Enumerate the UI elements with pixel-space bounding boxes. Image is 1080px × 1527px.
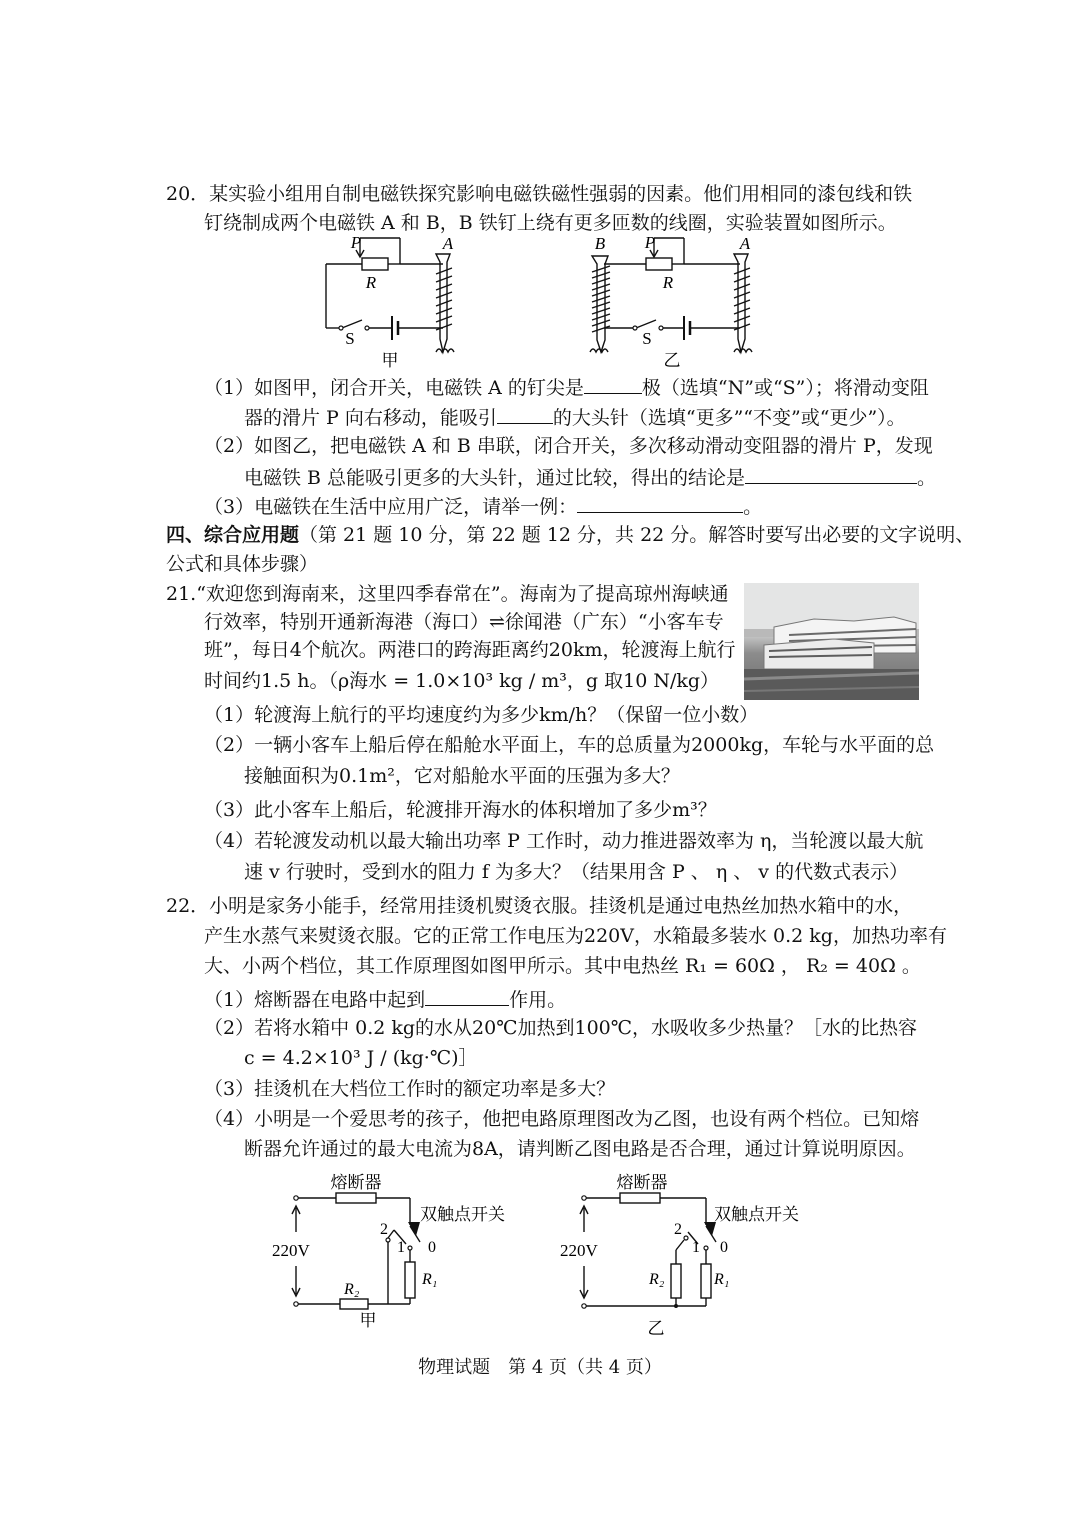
q22-sub2-line2: c = 4.2×10³ J / (kg·℃)］: [244, 1047, 478, 1069]
q20-figure-b: [584, 234, 764, 369]
section4-heading: 四、综合应用题（第 21 题 10 分，第 22 题 12 分，共 22 分。解答时要写出必要的文字说明、: [166, 524, 975, 546]
q22b-switch-label: 双触点开关: [714, 1205, 799, 1224]
fig-a-r-label: R: [365, 273, 377, 292]
q22-sub4-line1: （4）小明是一个爱思考的孩子，他把电路原理图改为乙图，也设有两个档位。已知熔: [204, 1108, 920, 1130]
q21-sub4-line2: 速 v 行驶时，受到水的阻力 f 为多大？（结果用含 P 、 η 、 v 的代数式表示）: [244, 861, 909, 883]
q22b-contact2: 2: [674, 1221, 682, 1238]
q22a-caption: 甲: [359, 1311, 377, 1330]
q22-sub2-line1: （2）若将水箱中 0.2 kg的水从20℃加热到100℃，水吸收多少热量？［水的比热容: [204, 1017, 918, 1039]
q21-line2: 行效率，特别开通新海港（海口）⇌徐闻港（广东）“小客车专: [204, 611, 724, 633]
fig-a-p-label: P: [350, 234, 362, 252]
q21-sub3: （3）此小客车上船后，轮渡排开海水的体积增加了多少m³？: [204, 799, 717, 821]
q20-sub3: （3）电磁铁在生活中应用广泛，请举一例： 。: [204, 492, 762, 520]
q22-line1: 22．小明是家务小能手，经常用挂烫机熨烫衣服。挂烫机是通过电热丝加热水箱中的水，: [166, 895, 913, 917]
answer-blank[interactable]: [425, 985, 509, 1006]
q22a-contact1: 1: [397, 1239, 405, 1256]
ferry-photo: [744, 583, 919, 700]
q22b-caption: 乙: [647, 1319, 665, 1338]
fig-a-s-label: S: [345, 329, 355, 348]
fig-b-caption: 乙: [663, 351, 681, 369]
q20-sub2-line2: 电磁铁 B 总能吸引更多的大头针，通过比较，得出的结论是 。: [244, 463, 936, 491]
q20-figure-a: [310, 234, 470, 369]
section4-title: 四、综合应用题: [166, 524, 300, 546]
q22a-contact2: 2: [380, 1221, 388, 1238]
q22-line2: 产生水蒸气来熨烫衣服。它的正常工作电压为220V，水箱最多装水 0.2 kg，加热功率有: [204, 925, 947, 947]
answer-blank[interactable]: [497, 403, 553, 424]
q22b-voltage-label: 220V: [560, 1241, 598, 1260]
q22b-r1-label: R₁: [714, 1271, 730, 1288]
q21-sub4-line1: （4）若轮渡发动机以最大输出功率 P 工作时，动力推进器效率为 η，当轮渡以最大航: [204, 830, 924, 852]
section4-desc2: 公式和具体步骤）: [166, 553, 319, 575]
q21-sub1: （1）轮渡海上航行的平均速度约为多少km/h？（保留一位小数）: [204, 704, 759, 726]
answer-blank[interactable]: [745, 463, 917, 484]
fig-b-s-label: S: [642, 329, 652, 348]
q21-sub2-line1: （2）一辆小客车上船后停在船舱水平面上，车的总质量为2000kg，车轮与水平面的总: [204, 734, 935, 756]
q22b-fuse-label: 熔断器: [616, 1173, 668, 1192]
fig-b-r-label: R: [662, 273, 674, 292]
fig-a-a-label: A: [442, 234, 454, 253]
q22-sub1: （1）熔断器在电路中起到 作用。: [204, 985, 566, 1013]
q22-circuit-a: [268, 1170, 538, 1330]
fig-b-p-label: P: [644, 234, 656, 252]
q21-line4: 时间约1.5 h。（ρ海水 = 1.0×10³ kg / m³，g 取10 N/kg）: [204, 670, 720, 692]
fig-a-caption: 甲: [381, 351, 399, 369]
q22-circuit-b: [556, 1170, 826, 1340]
q21-line1: 21.“欢迎您到海南来，这里四季春常在”。海南为了提高琼州海峡通: [166, 583, 729, 605]
q20-sub1-line2: 器的滑片 P 向右移动，能吸引 的大头针（选填“更多”“不变”或“更少”）。: [244, 403, 906, 431]
q22a-r2-label: R₂: [344, 1281, 360, 1298]
q22a-fuse-label: 熔断器: [330, 1173, 382, 1192]
page-footer: 物理试题 第 4 页（共 4 页）: [418, 1357, 662, 1378]
q22a-voltage-label: 220V: [272, 1241, 310, 1260]
q22a-r1-label: R₁: [422, 1271, 438, 1288]
fig-b-b-label: B: [594, 234, 606, 253]
q22-sub3: （3）挂烫机在大档位工作时的额定功率是多大？: [204, 1078, 616, 1100]
q20-sub2-line1: （2）如图乙，把电磁铁 A 和 B 串联，闭合开关，多次移动滑动变阻器的滑片 P，发现: [204, 435, 933, 457]
q20-line1: 20．某实验小组用自制电磁铁探究影响电磁铁磁性强弱的因素。他们用相同的漆包线和铁: [166, 183, 913, 205]
q21-sub2-line2: 接触面积为0.1m²，它对船舱水平面的压强为多大？: [244, 765, 680, 787]
q20-sub1-line1: （1）如图甲，闭合开关，电磁铁 A 的钉尖是 极（选填“N”或“S”）；将滑动变阻: [204, 373, 929, 401]
q22b-contact0: 0: [720, 1239, 728, 1256]
fig-b-a-label: A: [739, 234, 751, 253]
q22-sub4-line2: 断器允许通过的最大电流为8A，请判断乙图电路是否合理，通过计算说明原因。: [244, 1138, 916, 1160]
answer-blank[interactable]: [584, 373, 642, 394]
q21-line3: 班”，每日4个航次。两港口的跨海距离约20km，轮渡海上航行: [204, 639, 736, 661]
answer-blank[interactable]: [577, 492, 743, 513]
q22a-contact0: 0: [428, 1239, 436, 1256]
q22-line3: 大、小两个档位，其工作原理图如图甲所示。其中电热丝 R₁ = 60Ω ， R₂ = 40Ω 。: [204, 955, 921, 977]
q22b-r2-label: R₂: [649, 1271, 665, 1288]
q20-line2: 钉绕制成两个电磁铁 A 和 B，B 铁钉上绕有更多匝数的线圈，实验装置如图所示。: [204, 212, 897, 234]
q22a-switch-label: 双触点开关: [420, 1205, 505, 1224]
q22b-contact1: 1: [692, 1239, 700, 1256]
